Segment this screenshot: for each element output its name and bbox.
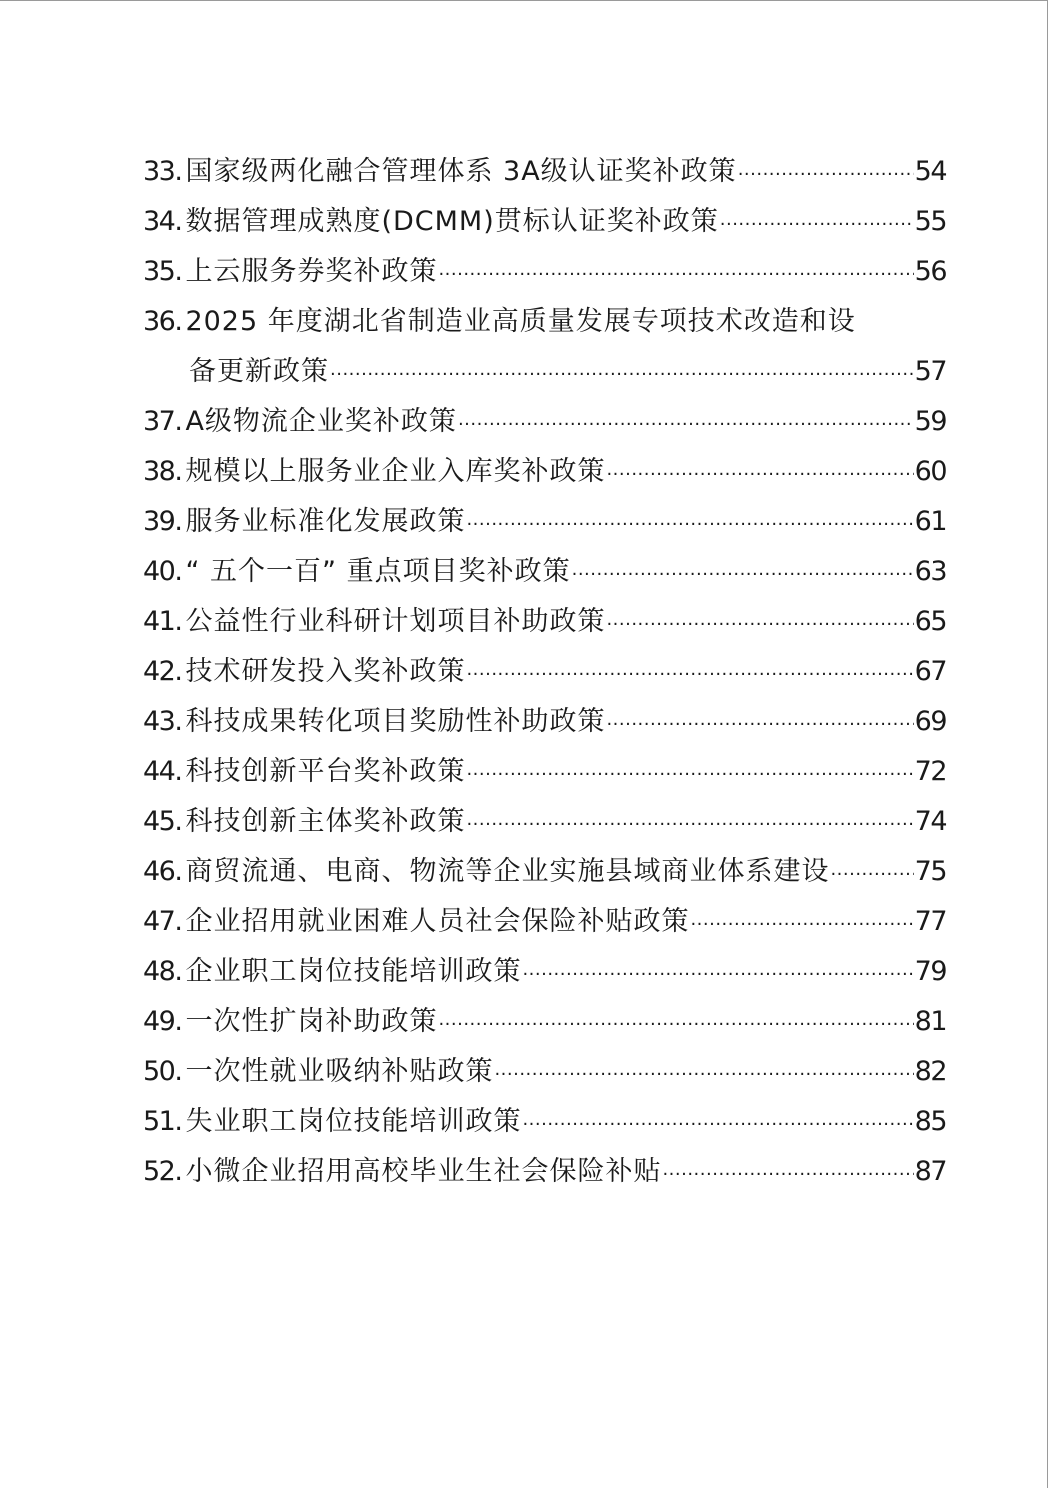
dot-leader (438, 997, 913, 1050)
dot-leader (830, 847, 913, 900)
toc-entry-title: 国家级两化融合管理体系 3A级认证奖补政策 (185, 156, 737, 187)
table-of-contents (143, 147, 946, 1197)
toc-entry-title: 技术研发投入奖补政策 (185, 656, 466, 687)
toc-entry-36[interactable] (143, 297, 946, 347)
toc-entry-page: 72 (914, 756, 946, 787)
toc-entry-46[interactable] (143, 847, 946, 897)
toc-entry-33[interactable] (143, 147, 946, 197)
toc-entry-41[interactable] (143, 597, 946, 647)
toc-entry-page: 61 (914, 506, 946, 537)
dot-leader (466, 497, 913, 550)
toc-entry-number: 37. (143, 406, 182, 437)
toc-entry-page: 77 (914, 906, 946, 937)
toc-entry-title: 2025 年度湖北省制造业高质量发展专项技术改造和设 (185, 306, 856, 337)
toc-entry-page: 67 (914, 656, 946, 687)
toc-entry-number: 40. (143, 556, 182, 587)
toc-entry-number: 52. (143, 1156, 182, 1187)
toc-entry-title: 服务业标准化发展政策 (185, 506, 466, 537)
toc-entry-title: A级物流企业奖补政策 (185, 406, 457, 437)
dot-leader (662, 1147, 913, 1200)
dot-leader (330, 347, 914, 400)
toc-entry-35[interactable] (143, 247, 946, 297)
page-border-top (0, 0, 1048, 1)
dot-leader (438, 247, 913, 300)
dot-leader (522, 1097, 913, 1150)
dot-leader (606, 447, 913, 500)
toc-entry-47[interactable] (143, 897, 946, 947)
toc-entry-page: 75 (914, 856, 946, 887)
toc-entry-number: 45. (143, 806, 182, 837)
toc-entry-page: 65 (914, 606, 946, 637)
toc-entry-37[interactable] (143, 397, 946, 447)
toc-entry-number: 35. (143, 256, 182, 287)
toc-entry-number: 43. (143, 706, 182, 737)
dot-leader (606, 697, 913, 750)
toc-entry-45[interactable] (143, 797, 946, 847)
toc-entry-43[interactable] (143, 697, 946, 747)
toc-entry-number: 38. (143, 456, 182, 487)
toc-entry-page: 69 (914, 706, 946, 737)
toc-entry-42[interactable] (143, 647, 946, 697)
dot-leader (494, 1047, 913, 1100)
toc-entry-page: 82 (914, 1056, 946, 1087)
toc-entry-page: 85 (914, 1106, 946, 1137)
toc-entry-number: 39. (143, 506, 182, 537)
toc-entry-number: 44. (143, 756, 182, 787)
toc-entry-page: 63 (914, 556, 946, 587)
dot-leader (466, 747, 913, 800)
toc-entry-50[interactable] (143, 1047, 946, 1097)
toc-entry-title: “ 五个一百” 重点项目奖补政策 (185, 556, 571, 587)
dot-leader (690, 897, 913, 950)
dot-leader (720, 197, 914, 250)
toc-entry-title: 失业职工岗位技能培训政策 (185, 1106, 522, 1137)
toc-entry-title: 企业职工岗位技能培训政策 (185, 956, 522, 987)
toc-entry-40[interactable] (143, 547, 946, 597)
dot-leader (466, 797, 913, 850)
dot-leader (606, 597, 913, 650)
toc-entry-title: 科技创新平台奖补政策 (185, 756, 466, 787)
toc-entry-title: 一次性扩岗补助政策 (185, 1006, 438, 1037)
toc-entry-number: 34. (143, 206, 182, 237)
toc-entry-page: 55 (914, 206, 946, 237)
toc-entry-title: 科技成果转化项目奖励性补助政策 (185, 706, 606, 737)
toc-entry-page: 87 (914, 1156, 946, 1187)
toc-entry-number: 47. (143, 906, 182, 937)
toc-entry-49[interactable] (143, 997, 946, 1047)
toc-entry-title: 规模以上服务业企业入库奖补政策 (185, 456, 606, 487)
dot-leader (572, 547, 914, 600)
toc-entry-title: 一次性就业吸纳补贴政策 (185, 1056, 494, 1087)
toc-entry-page: 57 (914, 356, 946, 387)
toc-entry-number: 33. (143, 156, 182, 187)
toc-entry-title: 公益性行业科研计划项目补助政策 (185, 606, 606, 637)
toc-entry-number: 48. (143, 956, 182, 987)
toc-entry-title-continuation: 备更新政策 (189, 356, 329, 387)
toc-entry-page: 60 (914, 456, 946, 487)
toc-entry-title: 商贸流通、电商、物流等企业实施县域商业体系建设 (185, 856, 830, 887)
toc-entry-number: 36. (143, 306, 182, 337)
toc-entry-number: 51. (143, 1106, 182, 1137)
toc-entry-page: 79 (914, 956, 946, 987)
toc-entry-title: 上云服务券奖补政策 (185, 256, 438, 287)
dot-leader (466, 647, 913, 700)
toc-entry-36-continuation[interactable] (143, 347, 946, 397)
toc-entry-34[interactable] (143, 197, 946, 247)
toc-entry-page: 74 (914, 806, 946, 837)
toc-entry-48[interactable] (143, 947, 946, 997)
dot-leader (738, 147, 914, 200)
toc-entry-38[interactable] (143, 447, 946, 497)
toc-entry-number: 49. (143, 1006, 182, 1037)
dot-leader (522, 947, 913, 1000)
dot-leader (458, 397, 914, 450)
toc-entry-44[interactable] (143, 747, 946, 797)
toc-entry-52[interactable] (143, 1147, 946, 1197)
toc-entry-39[interactable] (143, 497, 946, 547)
toc-entry-number: 42. (143, 656, 182, 687)
toc-entry-page: 54 (914, 156, 946, 187)
toc-entry-number: 41. (143, 606, 182, 637)
toc-entry-51[interactable] (143, 1097, 946, 1147)
toc-entry-number: 46. (143, 856, 182, 887)
toc-entry-title: 企业招用就业困难人员社会保险补贴政策 (185, 906, 690, 937)
toc-entry-page: 56 (914, 256, 946, 287)
toc-entry-number: 50. (143, 1056, 182, 1087)
toc-entry-title: 科技创新主体奖补政策 (185, 806, 466, 837)
toc-entry-title: 小微企业招用高校毕业生社会保险补贴 (185, 1156, 662, 1187)
toc-entry-title: 数据管理成熟度(DCMM)贯标认证奖补政策 (185, 206, 719, 237)
toc-entry-page: 81 (914, 1006, 946, 1037)
toc-entry-page: 59 (914, 406, 946, 437)
